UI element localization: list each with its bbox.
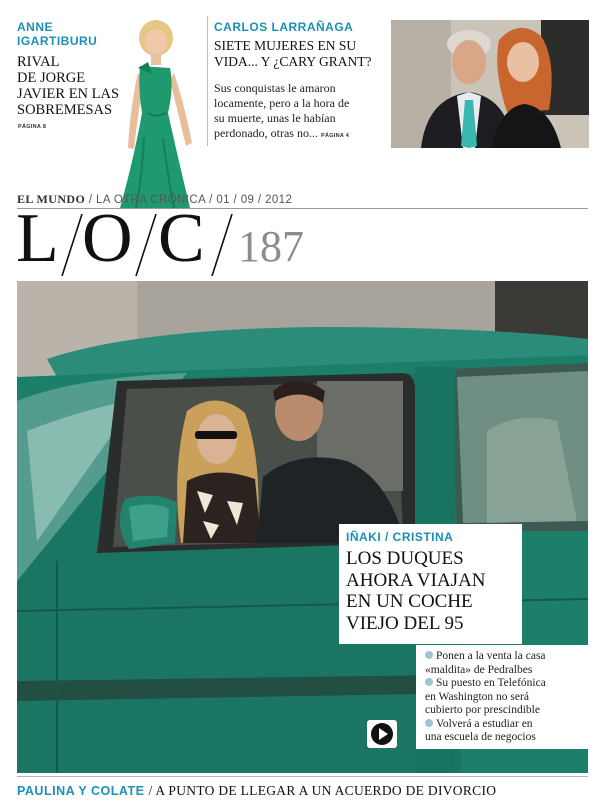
bullet-dot-icon (425, 651, 433, 659)
promo-divider (207, 16, 208, 146)
logo-slash-1 (60, 214, 84, 276)
promo-right-headline-1: SIETE MUJERES EN SU (214, 38, 357, 53)
logo-letter-c: C (158, 200, 205, 277)
promo-left-kicker-2: IGARTIBURU (17, 34, 98, 48)
promo-left-headline-2: DE JORGE (17, 70, 86, 86)
dateline-rest: / LA OTRA CRÓNICA / 01 / 09 / 2012 (88, 194, 293, 206)
promo-left-headline-1: RIVAL (17, 54, 60, 70)
footer-rule (17, 776, 588, 777)
bullet-1-line-2: «maldita» de Pedralbes (425, 663, 533, 676)
promo-left-headline (17, 54, 119, 118)
cover-story-kicker: IÑAKI / CRISTINA (346, 530, 454, 544)
play-video-button[interactable] (367, 720, 397, 748)
bullet-2-line-2: en Washington no será (425, 690, 529, 703)
logo-slash-3 (210, 214, 234, 276)
footer-teaser-kicker: PAULINA Y COLATE (17, 784, 145, 798)
cover-story-headline-4: VIEJO DEL 95 (346, 612, 464, 634)
promo-left-kicker-1: ANNE (17, 20, 54, 34)
bullet-dot-icon (425, 719, 433, 727)
promo-right-body-3: su muerte, unas le habían (214, 111, 336, 125)
cover-story-bullets (416, 645, 588, 749)
cover-story-headline-3: EN UN COCHE (346, 591, 473, 612)
logo-letter-l: L (16, 200, 59, 277)
cover-story-headline (346, 548, 486, 634)
bullet-3-line-2: una escuela de negocios (425, 731, 536, 743)
logo-letter-o: O (82, 200, 133, 277)
bullet-item (425, 677, 587, 718)
cover-story-headline-2: AHORA VIAJAN (346, 569, 486, 591)
issue-number: 187 (238, 222, 304, 271)
play-icon (367, 720, 397, 748)
footer-teaser-text: / A PUNTO DE LLEGAR A UN ACUERDO DE DIVORCIO (148, 783, 497, 798)
promo-right-kicker: CARLOS LARRAÑAGA (214, 20, 354, 34)
promo-right-body-4: perdonado, otras no... (214, 126, 318, 140)
promo-right-headline-2: VIDA... Y ¿CARY GRANT? (214, 54, 372, 69)
promo-left[interactable] (0, 0, 210, 205)
footer-teaser[interactable] (17, 782, 496, 800)
bullet-2-line-3: cubierto por prescindible (425, 704, 540, 716)
woman-green-dress-photo (108, 18, 208, 208)
couple-photo (391, 20, 589, 148)
bullet-item (425, 650, 587, 677)
cover-story-headline-1: LOS DUQUES (346, 548, 464, 569)
promo-left-headline-3: JAVIER EN LAS (17, 86, 120, 102)
promo-right-page-ref: PÁGINA 4 (320, 133, 350, 139)
bullet-3-line-1: Volverá a estudiar en (436, 717, 533, 730)
dateline-brand: EL MUNDO (17, 192, 86, 206)
promo-left-page-ref: PÁGINA 8 (18, 124, 47, 130)
bullet-item (425, 718, 587, 745)
promo-right-body (214, 81, 394, 144)
promo-right-headline (214, 38, 372, 70)
bullet-1-line-1: Ponen a la venta la casa (436, 650, 546, 662)
promo-right-body-1: Sus conquistas le amaron (214, 81, 336, 95)
promo-right-body-2: locamente, pero a la hora de (214, 96, 350, 110)
bullet-list (425, 650, 587, 745)
bullet-2-line-1: Su puesto en Telefónica (436, 677, 546, 689)
logo-slash-2 (134, 214, 158, 276)
bullet-dot-icon (425, 678, 433, 686)
cover-story-box[interactable] (339, 524, 522, 644)
promo-left-headline-4: SOBREMESAS (17, 102, 113, 118)
promo-right[interactable] (211, 15, 591, 155)
